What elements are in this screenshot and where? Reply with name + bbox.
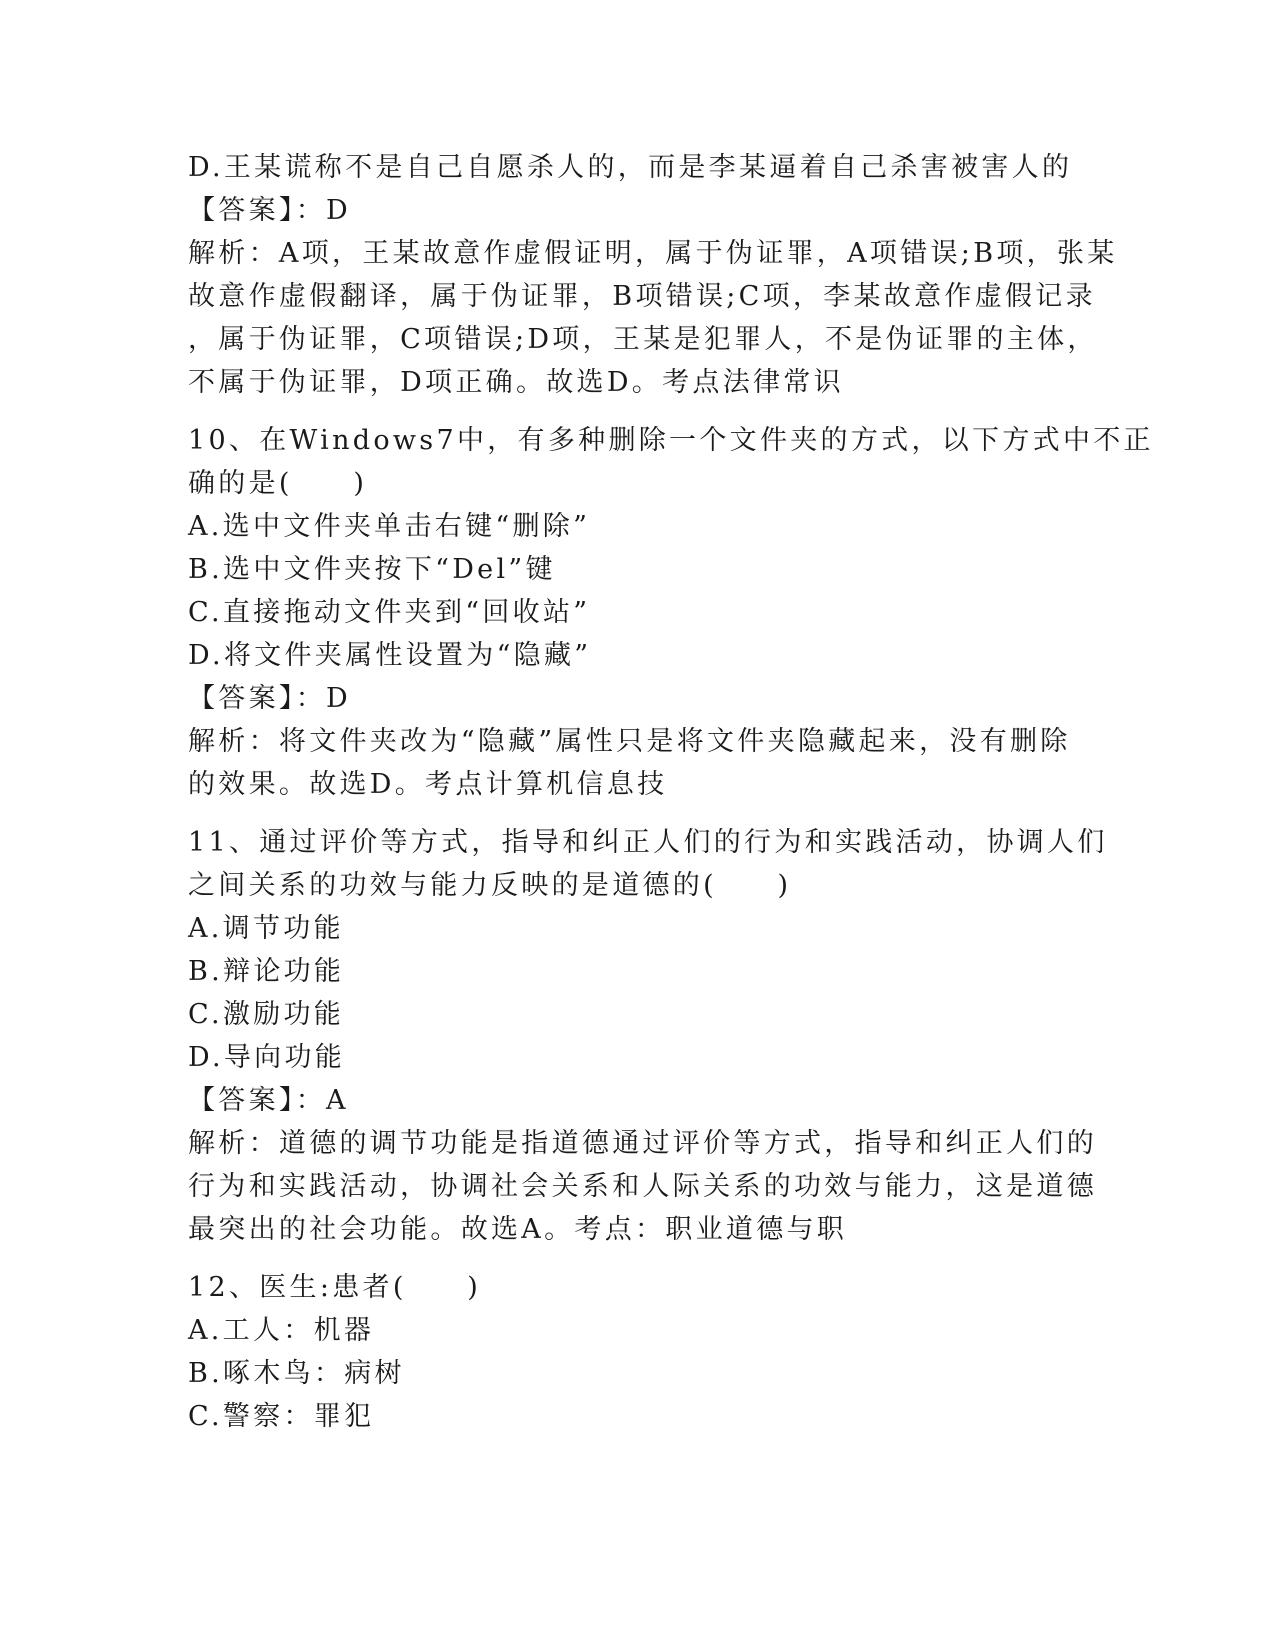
option-d: D.王某谎称不是自己自愿杀人的，而是李某逼着自己杀害被害人的 [188,152,1073,183]
question-stem: 11、通过评价等方式，指导和纠正人们的行为和实践活动，协调人们 [188,827,1108,858]
answer-line: 【答案】：D [188,683,351,714]
explanation-line: 不属于伪证罪，D项正确。故选D。考点法律常识 [188,367,844,398]
explanation-line: 解析：将文件夹改为“隐藏”属性只是将文件夹隐藏起来，没有删除 [188,726,1071,757]
explanation-line: 行为和实践活动，协调社会关系和人际关系的功效与能力，这是道德 [188,1171,1097,1202]
option-c: C.激励功能 [188,999,345,1030]
option-b: B.辩论功能 [188,956,345,987]
explanation-line: 的效果。故选D。考点计算机信息技 [188,769,668,800]
answer-line: 【答案】：D [188,195,351,226]
answer-line: 【答案】：A [188,1085,349,1116]
question-9-tail [188,146,1118,404]
option-a: A.工人：机器 [188,1315,375,1346]
option-d: D.将文件夹属性设置为“隐藏” [188,640,592,671]
question-12 [188,1266,1088,1438]
question-10 [188,419,1154,806]
option-a: A.调节功能 [188,913,344,944]
option-c: C.直接拖动文件夹到“回收站” [188,597,591,628]
explanation-line: 解析：A项，王某故意作虚假证明，属于伪证罪，A项错误;B项，张某 [188,238,1118,269]
explanation-line: 故意作虚假翻译，属于伪证罪，B项错误;C项，李某故意作虚假记录 [188,281,1096,312]
question-11 [188,821,1108,1251]
option-b: B.选中文件夹按下“Del”键 [188,554,556,585]
explanation-line: 最突出的社会功能。故选A。考点：职业道德与职 [188,1214,848,1245]
question-stem: 10、在Windows7中，有多种删除一个文件夹的方式，以下方式中不正 [188,425,1154,456]
explanation-line: ，属于伪证罪，C项错误;D项，王某是犯罪人，不是伪证罪的主体， [188,324,1098,355]
option-b: B.啄木鸟：病树 [188,1358,405,1389]
question-stem: 12、医生:患者( ) [188,1272,482,1303]
option-a: A.选中文件夹单击右键“删除” [188,511,591,542]
explanation-line: 解析：道德的调节功能是指道德通过评价等方式，指导和纠正人们的 [188,1128,1097,1159]
option-c: C.警察：罪犯 [188,1401,375,1432]
option-d: D.导向功能 [188,1042,346,1073]
document-content [188,146,1154,1438]
question-stem: 确的是( ) [188,468,368,499]
question-stem: 之间关系的功效与能力反映的是道德的( ) [188,870,792,901]
